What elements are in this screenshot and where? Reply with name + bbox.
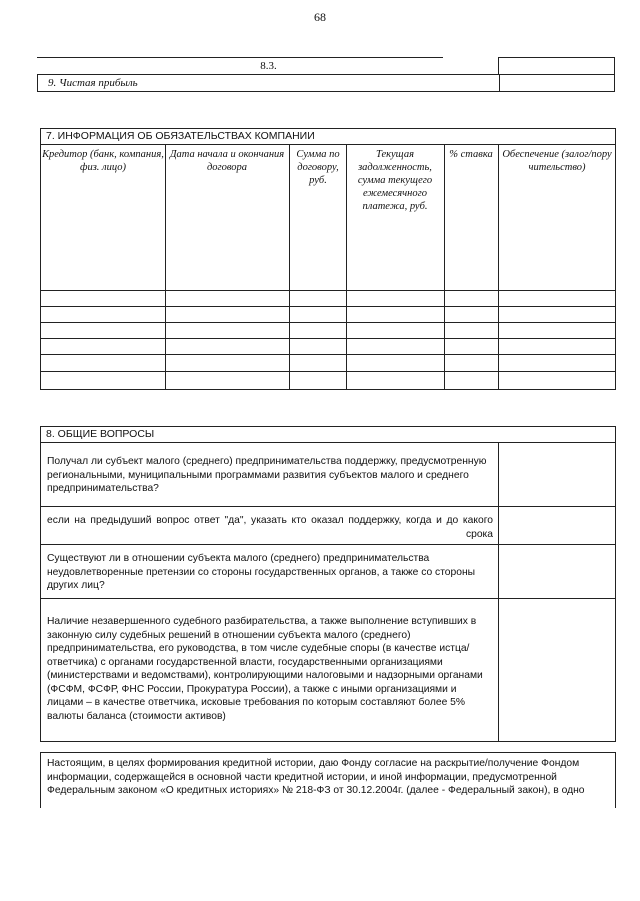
table-row-line [40, 354, 616, 355]
header-rate: % ставка [449, 149, 493, 160]
answer-column-divider [498, 443, 499, 742]
table-row-line [40, 306, 616, 307]
row-net-profit [37, 74, 615, 92]
section-7-title: 7. ИНФОРМАЦИЯ ОБ ОБЯЗАТЕЛЬСТВАХ КОМПАНИИ [40, 128, 616, 145]
value-cell-8-3[interactable] [498, 57, 615, 75]
table-row-line [40, 290, 616, 291]
table-row-line [40, 338, 616, 339]
row-line [40, 544, 616, 545]
row-8-3-label: 8.3. [260, 60, 277, 72]
header-debt: Текущая задолженность, сумма текущего ежемесячного платежа, руб. [357, 149, 433, 212]
table-row-line [40, 322, 616, 323]
question-claims: Существуют ли в отношении субъекта малого (среднего) предпринимательства неудовлетворенные претензии со стороны государственных органов, а также со стороны других лиц? [47, 553, 476, 591]
table-row-line [40, 371, 616, 372]
page-number: 68 [314, 10, 326, 24]
header-creditor: Кредитор (банк, компания, физ. лицо) [42, 149, 164, 173]
consent-text: Настоящим, в целях формирования кредитной истории, даю Фонду согласие на раскрытие/получение Фондом информации, содержащейся в основной части кредитной истории, и иной информации, предусмотренной Федеральным законом «О кредитных историях» № 218-ФЗ от 30.12.2004г. (далее - Федеральный закон), в одно [47, 758, 585, 796]
net-profit-label: 9. Чистая прибыль [48, 77, 138, 89]
section-8-title: 8. ОБЩИЕ ВОПРОСЫ [40, 426, 616, 443]
header-collateral: Обеспечение (залог/поручительство) [502, 149, 612, 173]
row-line [40, 506, 616, 507]
row-line [40, 598, 616, 599]
question-litigation: Наличие незавершенного судебного разбирательства, а также выполнение вступивших в законную силу судебных решений в отношении субъекта малого (среднего) предпринимательства, его руководства, в том числе судебные споры (в качестве истца/ответчика) с органами государственной власти, государственными организациями (министерствами и ведомствами), контролирующими налоговыми и надзорными органами (ФСФМ, ФСФР, ФНС России, Прокуратура России), а также с иными организациями и лицами – в качестве ответчика, исковые требования по которым составляют более 5% валюты баланса (стоимости активов) [47, 616, 483, 722]
header-dates: Дата начала и окончания договора [169, 149, 285, 173]
header-amount: Сумма по договору, руб. [296, 149, 340, 186]
question-support: Получал ли субъект малого (среднего) предпринимательства поддержку, предусмотренную региональными, муниципальными программами развития субъектов малого и среднего предпринимательства? [47, 456, 487, 494]
question-support-details: если на предыдуший вопрос ответ "да", указать кто оказал поддержку, когда и до какого срока [47, 515, 493, 540]
